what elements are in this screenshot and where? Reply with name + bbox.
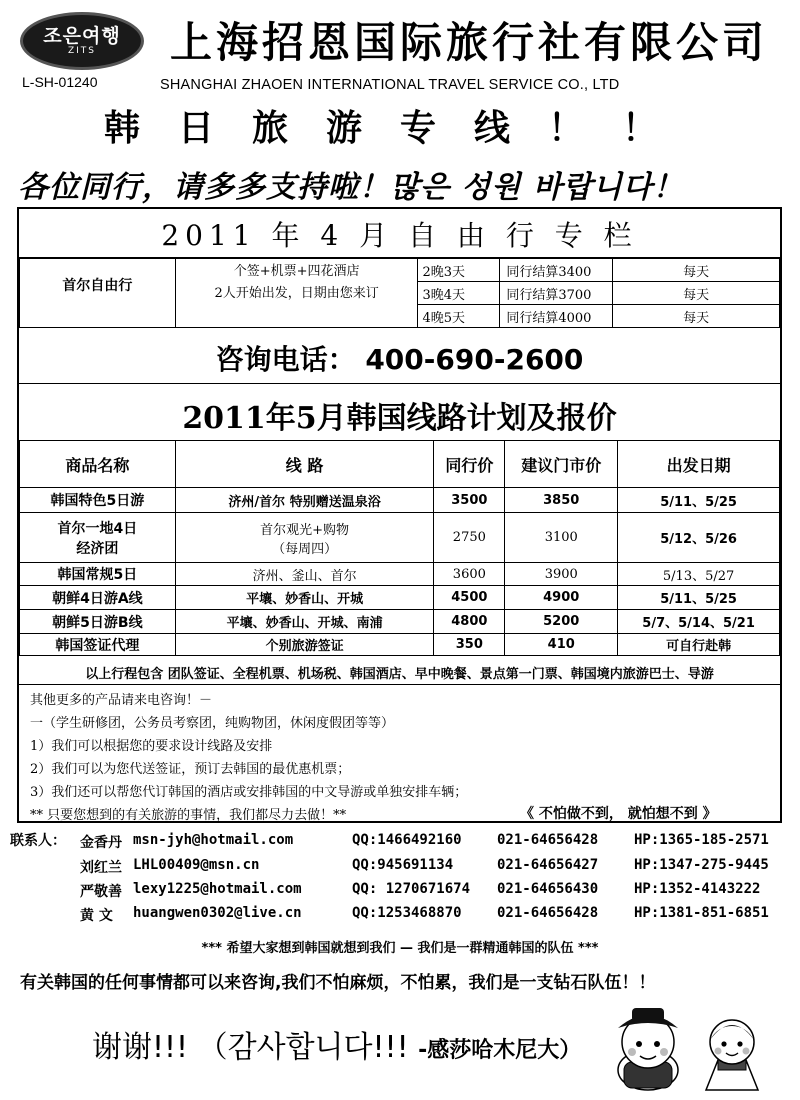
departure-dates: 5/13、5/27 xyxy=(618,563,780,586)
retail-price: 3100 xyxy=(505,513,618,563)
description-line: 2人开始出发，日期由您来订 xyxy=(214,286,379,301)
contact-email[interactable]: LHL00409@msn.cn xyxy=(133,857,260,873)
more-info-line: 3）我们还可以帮您代订韩国的酒店或安排韩国的中文导游或单独安排车辆； xyxy=(30,785,468,800)
logo-sub-text: ZITS xyxy=(67,46,97,56)
route-name: 朝鲜5日游B线 xyxy=(20,610,176,634)
company-logo xyxy=(20,12,144,70)
retail-price: 3900 xyxy=(505,563,618,586)
retail-price: 4900 xyxy=(505,586,618,610)
contact-name: 金香丹 xyxy=(80,835,122,851)
table-row xyxy=(20,259,780,282)
column-header: 线 路 xyxy=(175,441,434,488)
route-name-line: 首尔一地4日 xyxy=(57,520,138,537)
contact-qq: QQ:1253468870 xyxy=(352,905,462,921)
table-row xyxy=(20,488,780,513)
retail-price: 410 xyxy=(505,634,618,656)
company-name-english: SHANGHAI ZHAOEN INTERNATIONAL TRAVEL SERVICE CO., LTD xyxy=(160,77,620,93)
trade-price: 3600 xyxy=(434,563,505,586)
frequency-cell: 每天 xyxy=(613,305,780,328)
price-cell: 同行结算3400 xyxy=(500,259,613,282)
price-cell: 同行结算3700 xyxy=(500,282,613,305)
hope-line: *** 希望大家想到韩国就想到我们 — 我们是一群精通韩国的队伍 *** xyxy=(201,941,599,956)
contact-name: 严敬善 xyxy=(80,884,122,900)
contact-mobile: HP:1352-4143222 xyxy=(634,881,761,897)
free-travel-table xyxy=(19,258,780,328)
korea-routes-table xyxy=(19,440,780,656)
trade-price: 2750 xyxy=(434,513,505,563)
route-name: 韩国特色5日游 xyxy=(20,488,176,513)
thanks-line xyxy=(92,1022,581,1066)
contact-name: 刘红兰 xyxy=(80,860,122,876)
contact-tel: 021-64656428 xyxy=(497,905,599,921)
duration-cell: 3晚4天 xyxy=(418,282,500,305)
duration-cell: 2晚3天 xyxy=(418,259,500,282)
motto: 《 不怕做不到， 就怕想不到 》 xyxy=(520,806,717,822)
product-description xyxy=(175,259,418,328)
mascot-girl-icon xyxy=(706,1020,758,1090)
free-travel-title: 2011 年 4 月 自 由 行 专 栏 xyxy=(161,219,638,252)
contact-mobile: HP:1381-851-6851 xyxy=(634,905,769,921)
table-header-row xyxy=(20,441,780,488)
frequency-cell: 每天 xyxy=(613,282,780,305)
headline: 韩日旅游专线！！ xyxy=(103,108,696,149)
mascot-illustration xyxy=(606,1000,786,1092)
route-detail: 个别旅游签证 xyxy=(175,634,434,656)
consult-phone: 咨询电话： 400-690-2600 xyxy=(215,343,584,376)
thanks-signature: -感莎哈木尼大） xyxy=(418,1038,582,1063)
route-name-line: 经济团 xyxy=(76,540,119,557)
contact-qq: QQ:1466492160 xyxy=(352,832,462,848)
retail-price: 5200 xyxy=(505,610,618,634)
table-row xyxy=(20,513,780,563)
contact-mobile: HP:1347-275-9445 xyxy=(634,857,769,873)
trade-price: 4500 xyxy=(434,586,505,610)
route-name xyxy=(20,513,176,563)
trade-price: 4800 xyxy=(434,610,505,634)
departure-dates: 5/11、5/25 xyxy=(618,488,780,513)
divider xyxy=(19,684,780,685)
contact-qq: QQ: 1270671674 xyxy=(352,881,471,897)
more-info-line: 2）我们可以为您代送签证，预订去韩国的最优惠机票； xyxy=(30,762,351,777)
retail-price: 3850 xyxy=(505,488,618,513)
contacts-label: 联系人： xyxy=(10,833,66,849)
route-detail-line: 首尔观光+购物 xyxy=(260,522,350,538)
product-name: 首尔自由行 xyxy=(20,259,176,328)
column-header: 建议门市价 xyxy=(505,441,618,488)
contact-name: 黄 文 xyxy=(80,908,113,924)
route-detail xyxy=(175,513,434,563)
thanks-text: 谢谢!!! （감사합니다!!! xyxy=(92,1030,419,1065)
departure-dates: 5/11、5/25 xyxy=(618,586,780,610)
divider xyxy=(19,383,780,384)
table-row xyxy=(20,563,780,586)
route-detail: 平壤、妙香山、开城 xyxy=(175,586,434,610)
column-header: 出发日期 xyxy=(618,441,780,488)
frequency-cell: 每天 xyxy=(613,259,780,282)
more-info-line: 一（学生研修团，公务员考察团，纯购物团，休闲度假团等等） xyxy=(30,716,395,731)
trade-price: 350 xyxy=(434,634,505,656)
contact-email[interactable]: msn-jyh@hotmail.com xyxy=(133,832,294,848)
contact-email[interactable]: huangwen0302@live.cn xyxy=(133,905,302,921)
license-number: L-SH-01240 xyxy=(22,74,98,90)
contact-tel: 021-64656430 xyxy=(497,881,599,897)
price-cell: 同行结算4000 xyxy=(500,305,613,328)
route-detail-line: （每周四） xyxy=(272,541,338,557)
korea-routes-title: 2011年5月韩国线路计划及报价 xyxy=(182,401,617,436)
column-header: 商品名称 xyxy=(20,441,176,488)
contact-email[interactable]: lexy1225@hotmail.com xyxy=(133,881,302,897)
mascot-boy-icon xyxy=(618,1008,678,1090)
logo-korean-text: 조은여행 xyxy=(43,25,121,47)
table-row xyxy=(20,586,780,610)
column-header: 同行价 xyxy=(434,441,505,488)
more-info-line: 1）我们可以根据您的要求设计线路及安排 xyxy=(30,739,273,754)
includes-note: 以上行程包含 团队签证、全程机票、机场税、韩国酒店、早中晚餐、景点第一门票、韩国境内旅游巴士、导游 xyxy=(85,667,714,682)
trade-price: 3500 xyxy=(434,488,505,513)
departure-dates: 5/12、5/26 xyxy=(618,513,780,563)
contact-qq: QQ:945691134 xyxy=(352,857,454,873)
route-detail: 济州、釜山、首尔 xyxy=(175,563,434,586)
route-name: 韩国常规5日 xyxy=(20,563,176,586)
route-detail: 平壤、妙香山、开城、南浦 xyxy=(175,610,434,634)
closing-line: 有关韩国的任何事情都可以来咨询,我们不怕麻烦，不怕累，我们是一支钻石队伍！！ xyxy=(20,973,656,993)
more-info-line: ** 只要您想到的有关旅游的事情，我们都尽力去做！** xyxy=(30,808,347,823)
route-name: 韩国签证代理 xyxy=(20,634,176,656)
slogan: 各位同行，请多多支持啦！많은 성원 바랍니다！ xyxy=(18,170,684,205)
company-name-chinese: 上海招恩国际旅行社有限公司 xyxy=(170,18,769,67)
contact-tel: 021-64656427 xyxy=(497,857,599,873)
contact-tel: 021-64656428 xyxy=(497,832,599,848)
more-info-line: 其他更多的产品请来电咨询！－ xyxy=(30,693,213,708)
description-line: 个签+机票+四花酒店 xyxy=(233,264,360,279)
table-row xyxy=(20,634,780,656)
duration-cell: 4晚5天 xyxy=(418,305,500,328)
departure-dates: 5/7、5/14、5/21 xyxy=(618,610,780,634)
departure-dates: 可自行赴韩 xyxy=(618,634,780,656)
table-row xyxy=(20,610,780,634)
contact-mobile: HP:1365-185-2571 xyxy=(634,832,769,848)
route-detail: 济州/首尔 特别赠送温泉浴 xyxy=(175,488,434,513)
route-name: 朝鲜4日游A线 xyxy=(20,586,176,610)
